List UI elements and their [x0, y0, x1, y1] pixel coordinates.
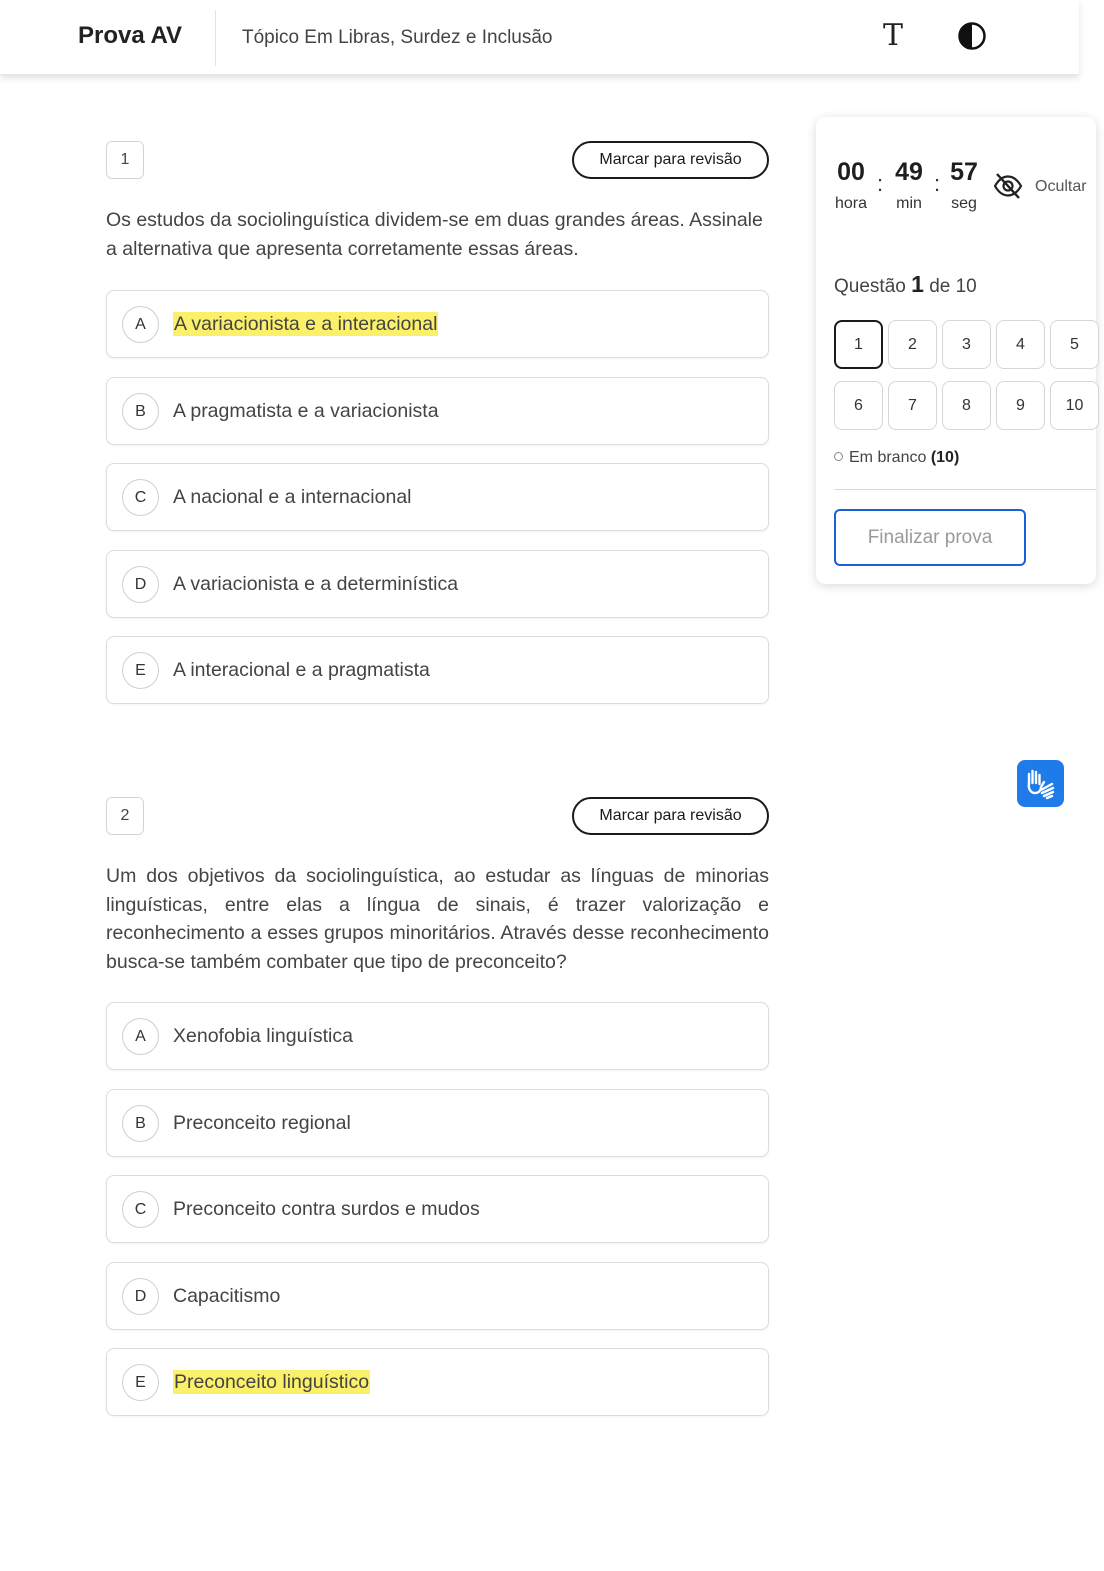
options-list	[106, 290, 769, 723]
header-divider	[215, 10, 216, 66]
font-size-toggle-icon[interactable]: T	[882, 18, 903, 53]
option-letter: E	[122, 652, 159, 689]
option-a[interactable]	[106, 1002, 769, 1070]
nav-question-10[interactable]: 10	[1050, 381, 1099, 430]
option-d[interactable]	[106, 1262, 769, 1330]
option-text: Preconceito regional	[173, 1111, 351, 1134]
option-letter: C	[122, 479, 159, 516]
timer-separator: :	[877, 171, 884, 196]
question-card	[106, 797, 769, 1417]
exam-status-panel	[816, 117, 1096, 584]
option-c[interactable]	[106, 463, 769, 531]
option-letter: C	[122, 1191, 159, 1228]
blank-count	[834, 449, 959, 467]
option-text: A pragmatista e a variacionista	[173, 399, 439, 422]
nav-question-3[interactable]: 3	[942, 320, 991, 369]
option-text: Capacitismo	[173, 1284, 281, 1307]
option-e[interactable]	[106, 636, 769, 704]
timer-hours-value: 00	[837, 158, 865, 186]
option-b[interactable]	[106, 1089, 769, 1157]
nav-question-2[interactable]: 2	[888, 320, 937, 369]
option-text: A interacional e a pragmatista	[173, 659, 430, 681]
option-letter: A	[122, 1018, 159, 1055]
option-b[interactable]	[106, 377, 769, 445]
option-text: Preconceito linguístico	[174, 1371, 370, 1393]
nav-question-6[interactable]: 6	[834, 381, 883, 430]
libras-widget-button[interactable]	[1017, 760, 1064, 807]
option-text: A variacionista e a interacional	[174, 313, 438, 335]
nav-question-1[interactable]: 1	[834, 320, 883, 369]
counter-suffix: de 10	[929, 276, 977, 297]
top-bar	[0, 0, 1079, 75]
eye-off-icon[interactable]	[992, 171, 1024, 201]
brand-title: Prova AV	[78, 22, 183, 49]
options-list	[106, 1002, 769, 1435]
nav-question-4[interactable]: 4	[996, 320, 1045, 369]
blank-status-dot	[834, 452, 843, 461]
panel-divider	[834, 489, 1096, 490]
timer-minutes-label: min	[896, 195, 922, 212]
option-letter: B	[122, 393, 159, 430]
hands-sign-language-icon	[1017, 760, 1064, 807]
timer-hours	[834, 157, 868, 213]
option-text: A variacionista e a determinística	[173, 572, 459, 595]
timer-minutes	[892, 157, 926, 213]
option-a[interactable]	[106, 290, 769, 358]
mark-for-review-button[interactable]: Marcar para revisão	[572, 141, 769, 179]
timer-separator: :	[934, 171, 941, 196]
option-d[interactable]	[106, 550, 769, 618]
timer-minutes-value: 49	[895, 158, 923, 186]
option-letter: D	[122, 1278, 159, 1315]
question-text: Os estudos da sociolinguística dividem-se em duas grandes áreas. Assinale a alternativa que apresenta corretamente essas áreas.	[106, 209, 763, 260]
hide-timer-label[interactable]: Ocultar	[1035, 178, 1087, 195]
mark-for-review-button[interactable]: Marcar para revisão	[572, 797, 769, 835]
question-counter	[834, 271, 977, 298]
finish-exam-button[interactable]: Finalizar prova	[834, 509, 1026, 566]
blank-number: (10)	[930, 449, 960, 466]
nav-question-5[interactable]: 5	[1050, 320, 1099, 369]
counter-current: 1	[911, 271, 924, 297]
option-text: A nacional e a internacional	[173, 486, 412, 508]
option-c[interactable]	[106, 1175, 769, 1243]
timer-seconds-value: 57	[950, 158, 978, 186]
option-letter: D	[122, 566, 159, 603]
option-letter: E	[122, 1364, 159, 1401]
timer-hours-label: hora	[834, 195, 868, 212]
timer-seconds	[947, 157, 981, 213]
timer-seconds-label: seg	[951, 195, 977, 212]
blank-label: Em branco	[849, 449, 927, 466]
contrast-icon[interactable]	[957, 21, 987, 51]
counter-prefix: Questão	[834, 276, 906, 297]
option-letter: A	[122, 306, 159, 343]
question-text: Um dos objetivos da sociolinguística, ao estudar as línguas de minorias linguísticas, entre elas a língua de sinais, é trazer valorização e reconhecimento a esses grupos minoritários. Através desse reconhecimento busca-se também combater que tipo de preconceito?	[106, 865, 769, 973]
option-text: Preconceito contra surdos e mudos	[173, 1198, 480, 1220]
option-e[interactable]	[106, 1348, 769, 1416]
topic-title: Tópico Em Libras, Surdez e Inclusão	[242, 27, 553, 48]
option-letter: B	[122, 1105, 159, 1142]
question-number: 1	[106, 141, 144, 179]
question-card	[106, 141, 769, 704]
option-text: Xenofobia linguística	[173, 1025, 353, 1047]
question-number: 2	[106, 797, 144, 835]
nav-question-8[interactable]: 8	[942, 381, 991, 430]
nav-question-9[interactable]: 9	[996, 381, 1045, 430]
nav-question-7[interactable]: 7	[888, 381, 937, 430]
